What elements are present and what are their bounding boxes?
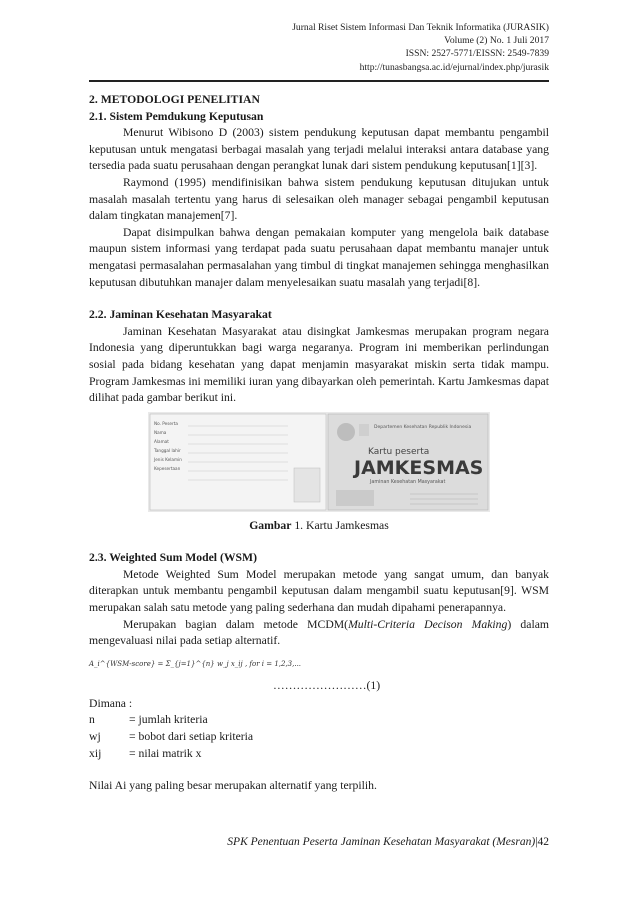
card-field: Alamat — [154, 438, 169, 444]
card-field: No. Peserta — [154, 420, 178, 426]
definition-row: n = jumlah kriteria — [89, 713, 208, 727]
jamkesmas-card-figure — [148, 412, 490, 512]
subsection-title-2-2: 2.2. Jaminan Kesehatan Masyarakat — [89, 308, 272, 322]
paragraph: Jaminan Kesehatan Masyarakat atau disingkat Jamkesmas merupakan program negara Indonesia yang diperuntukkan bagi warga negaranya. Program ini memberikan perlindungan sosial pada bidang kesehatan yang dapat menjamin masyarakat miskin serta tidak mampu. Program Jamkesmas ini memiliki iuran yang dibayarkan oleh pemerintah. Kartu Jamkesmas dapat dilihat pada gambar berikut ini. — [89, 324, 549, 405]
running-title: SPK Penentuan Peserta Jaminan Kesehatan Masyarakat (Mesran) — [227, 836, 536, 848]
page-footer — [89, 836, 549, 848]
jamkesmas-card-image — [148, 412, 490, 512]
card-brand: JAMKESMAS — [354, 456, 484, 479]
paragraph: Merupakan bagian dalam metode MCDM(Multi-Criteria Decison Making) dalam mengevaluasi nilai pada setiap alternatif. — [89, 617, 549, 648]
definition-list — [89, 712, 549, 762]
card-field: Tanggal lahir — [154, 447, 181, 453]
journal-url[interactable]: http://tunasbangsa.ac.id/ejurnal/index.php/jurasik — [359, 61, 549, 73]
article-body — [89, 92, 549, 795]
journal-issn: ISSN: 2527-5771/EISSN: 2549-7839 — [405, 48, 549, 60]
dimana-label: Dimana : — [89, 696, 133, 710]
paragraph: Menurut Wibisono D (2003) sistem pendukung keputusan dapat membantu pengambil keputusan untuk mengatasi berbagai masalah yang terjadi melalui interaksi antara database yang tersedia pada suatu perusahaan dengan perangkat lunak dari sistem pendukung keputusan[1][3]. — [89, 126, 549, 173]
figure-caption — [89, 518, 549, 535]
page-number: |42 — [535, 836, 549, 848]
header-divider — [89, 80, 549, 82]
subsection-title-2-3: 2.3. Weighted Sum Model (WSM) — [89, 551, 257, 565]
definition-row: xij = nilai matrik x — [89, 746, 202, 760]
card-field: Jenis Kelamin — [154, 456, 182, 462]
card-field: Nama — [154, 429, 167, 435]
subsection-title-2-1: 2.1. Sistem Pemdukung Keputusan — [89, 109, 264, 123]
formula-number: ……………………(1) — [273, 678, 381, 692]
journal-title: Jurnal Riset Sistem Informasi Dan Teknik Informatika (JURASIK) — [292, 22, 549, 33]
card-subtitle: Jaminan Kesehatan Masyarakat — [370, 479, 446, 485]
caption-text: 1. Kartu Jamkesmas — [291, 518, 389, 532]
wsm-formula — [89, 656, 549, 696]
card-org: Departemen Kesehatan Republik Indonesia — [374, 424, 472, 430]
journal-header — [189, 21, 549, 74]
definition-row: wj = bobot dari setiap kriteria — [89, 730, 254, 744]
card-title: Kartu peserta — [368, 446, 430, 457]
paragraph: Metode Weighted Sum Model merupakan metode yang sangat umum, dan banyak diterapkan untuk membantu pengambil keputusan dalam mengambil suatu keputusan[9]. WSM merupakan salah satu metode yang paling sederhana dan mudah dipahami penerapannya. — [89, 567, 549, 615]
journal-volume: Volume (2) No. 1 Juli 2017 — [444, 35, 549, 47]
formula-equation: A_i^{WSM-score} = Σ_{j=1}^{n} w_j x_ij , for i = 1,2,3,... — [89, 659, 302, 668]
paragraph: Dapat disimpulkan bahwa dengan pemakaian komputer yang mengelola baik database maupun sistem informasi yang terdapat pada suatu perusahaan dapat membantu manajer untuk mengatasi permasalahan permasalahan yang timbul di tingkat manajemen sehingga menghasilkan keputusan dibutuhkan manajer dalam menyelesaikan suatu masalah yang terjadi[8]. — [89, 225, 549, 289]
caption-label: Gambar — [249, 518, 292, 532]
paragraph: Raymond (1995) mendifinisikan bahwa sistem pendukung keputusan ditujukan untuk masalah masalah tertentu yang harus di selesaikan oleh manager sebagai pengambil keputusan dalam tingkatan manajemen[7]. — [89, 175, 549, 223]
closing-paragraph: Nilai Ai yang paling besar merupakan alternatif yang terpilih. — [89, 779, 377, 793]
card-field: Kepesertaan — [154, 465, 181, 471]
section-title: 2. METODOLOGI PENELITIAN — [89, 93, 260, 106]
